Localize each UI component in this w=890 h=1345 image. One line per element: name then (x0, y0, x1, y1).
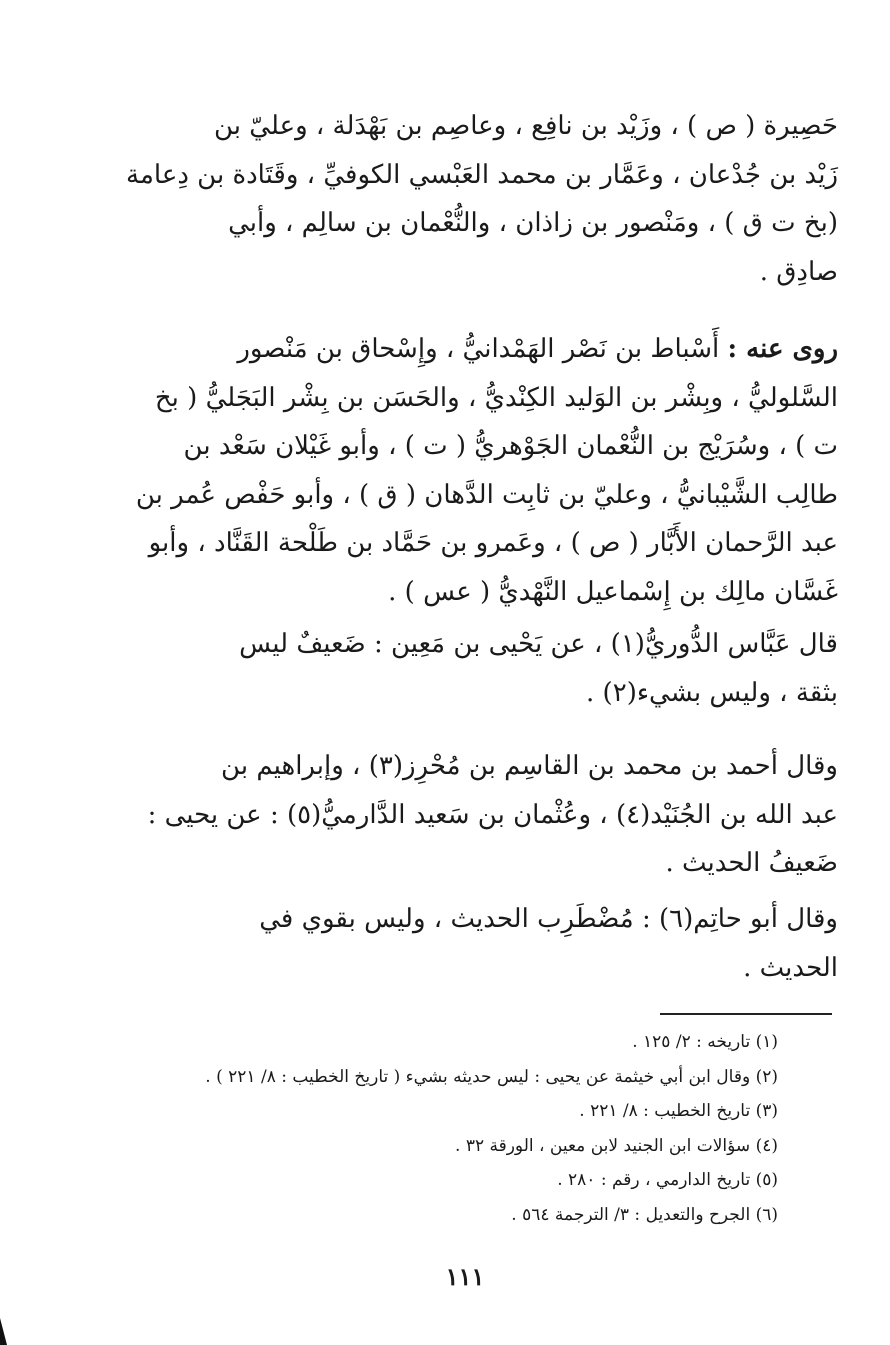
text-line: وقال أبو حاتِم(٦) : مُضْطَرِب الحديث ، وليس بقوي في (259, 904, 838, 934)
text-line: قال عَبَّاس الدُّوريُّ(١) ، عن يَحْيى بن مَعِين : ضَعيفٌ ليس (239, 629, 838, 659)
paragraph-abu-hatim (138, 895, 838, 992)
footnotes (138, 1025, 778, 1232)
text-line: حَصِيرة ( ص ) ، وزَيْد بن نافِع ، وعاصِم بن بَهْدَلة ، وعليّ بن (214, 111, 838, 141)
text-line: عبد الرَّحمان الأَبَّار ( ص ) ، وعَمرو بن حَمَّاد بن طَلْحة القَنَّاد ، وأبو (148, 528, 838, 558)
paragraph-abbas-ad-duri (138, 620, 838, 717)
text-fragment: أَسْباط بن نَصْر الهَمْدانيُّ ، وإِسْحاق بن مَنْصور (237, 334, 728, 364)
section-label: روى عنه : (727, 334, 838, 364)
footnote: (٦) الجرح والتعديل : ٣/ الترجمة ٥٦٤ . (511, 1204, 778, 1225)
paragraph-ahmad-ibn-muhriz (138, 742, 838, 888)
text-line: ضَعيفُ الحديث . (665, 848, 838, 878)
footnote: (٥) تاريخ الدارمي ، رقم : ٢٨٠ . (557, 1170, 778, 1190)
text-line: صادِق . (759, 256, 838, 287)
text-line: طالِب الشَّيْبانيُّ ، وعليّ بن ثابِت الدَّهان ( ق ) ، وأبو حَفْص عُمر بن (135, 479, 838, 510)
footnote: (١) تاريخه : ٢/ ١٢٥ . (632, 1032, 778, 1052)
footnote: (٢) وقال ابن أبي خيثمة عن يحيى : ليس حديثه بشيء ( تاريخ الخطيب : ٨/ ٢٢١ ) . (205, 1066, 778, 1087)
text-line: غَسَّان مالِك بن إِسْماعيل النَّهْديُّ ( عس ) . (388, 576, 838, 607)
text-line: السَّلوليُّ ، وبِشْر بن الوَليد الكِنْديُّ ، والحَسَن بن بِشْر البَجَليُّ ( بخ (154, 382, 838, 413)
text-line: عبد الله بن الجُنَيْد(٤) ، وعُثْمان بن سَعيد الدَّارميُّ(٥) : عن يحيى : (147, 799, 838, 830)
footnote: (٣) تاريخ الخطيب : ٨/ ٢٢١ . (579, 1101, 778, 1121)
text-line: بثقة ، وليس بشيء(٢) . (586, 677, 838, 708)
text-line: وقال أحمد بن محمد بن القاسِم بن مُحْرِز(٣) ، وإبراهيم بن (221, 751, 838, 781)
footnote: (٤) سؤالات ابن الجنيد لابن معين ، الورقة ٣٢ . (455, 1135, 778, 1156)
text-line: الحديث . (743, 952, 838, 983)
text-line: زَيْد بن جُدْعان ، وعَمَّار بن محمد العَبْسي الكوفيِّ ، وقَتَادة بن دِعامة (126, 159, 838, 190)
text-line (138, 325, 838, 374)
scan-edge-mark (0, 1318, 7, 1345)
paragraph-teachers-continued (126, 102, 838, 296)
paragraph-narrators-from-him (135, 325, 838, 616)
page-number: ١١١ (445, 1262, 485, 1291)
text-line: ت ) ، وسُرَيْج بن النُّعْمان الجَوْهريُّ ( ت ) ، وأبو غَيْلان سَعْد بن (183, 431, 838, 461)
text-line: (بخ ت ق ) ، ومَنْصور بن زاذان ، والنُّعْمان بن سالِم ، وأبي (228, 208, 838, 238)
footnote-separator (660, 1013, 832, 1015)
